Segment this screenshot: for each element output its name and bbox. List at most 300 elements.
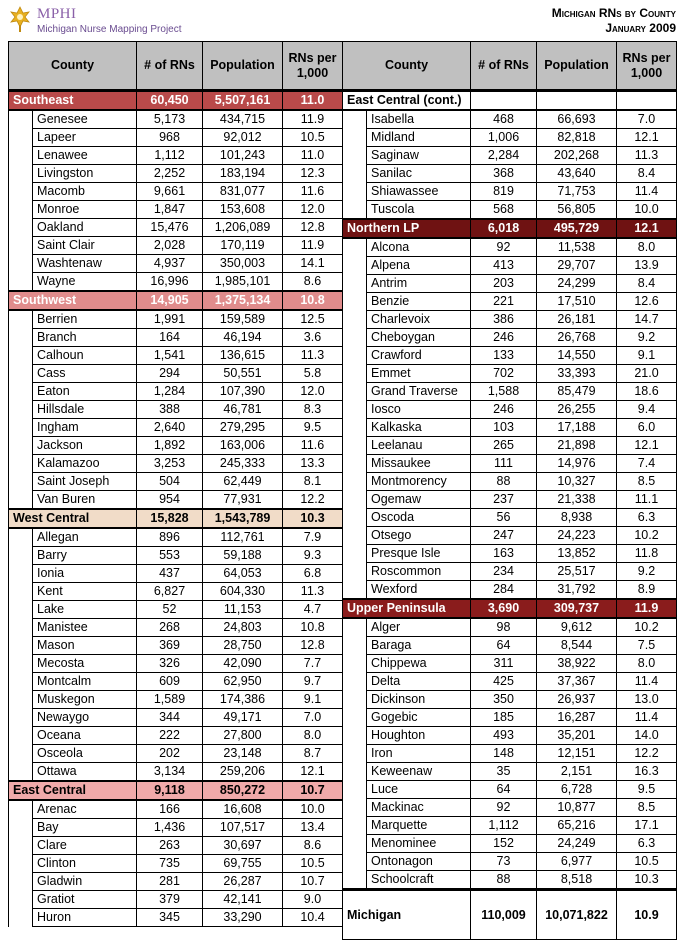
county-rns: 237 [471,491,537,509]
row-indent [343,618,367,890]
county-row [343,835,677,853]
column-header-population: Population [537,42,617,91]
county-population: 12,151 [537,745,617,763]
county-rns: 284 [471,581,537,600]
county-population: 46,194 [203,329,283,347]
county-table-right [342,41,677,940]
county-rns: 819 [471,183,537,201]
county-rns: 425 [471,673,537,691]
region-header-row [343,219,677,238]
region-per1000 [617,91,677,111]
county-population: 43,640 [537,165,617,183]
county-row [343,329,677,347]
county-row [343,311,677,329]
county-population: 170,119 [203,237,283,255]
county-row [9,219,343,237]
county-row [9,691,343,709]
county-row [343,781,677,799]
county-per1000: 16.3 [617,763,677,781]
county-name: Monroe [33,201,137,219]
county-rns: 35 [471,763,537,781]
county-row [9,619,343,637]
county-name: Luce [367,781,471,799]
county-per1000: 11.6 [283,183,343,201]
county-name: Huron [33,909,137,927]
county-row [9,419,343,437]
county-rns: 6,827 [137,583,203,601]
region-name: Southwest [9,291,137,310]
region-rns: 14,905 [137,291,203,310]
county-rns: 246 [471,401,537,419]
county-rns: 202 [137,745,203,763]
county-row [9,183,343,201]
county-population: 21,898 [537,437,617,455]
county-name: Dickinson [367,691,471,709]
county-per1000: 6.0 [617,419,677,437]
county-population: 16,608 [203,800,283,819]
county-rns: 133 [471,347,537,365]
region-name: Southeast [9,91,137,111]
column-header-rns: # of RNs [137,42,203,91]
county-name: Hillsdale [33,401,137,419]
region-population: 850,272 [203,781,283,800]
county-per1000: 14.7 [617,311,677,329]
row-indent [343,110,367,219]
county-per1000: 11.8 [617,545,677,563]
region-header-row [9,509,343,528]
county-row [343,709,677,727]
county-population: 27,800 [203,727,283,745]
county-population: 29,707 [537,257,617,275]
county-rns: 702 [471,365,537,383]
county-population: 26,768 [537,329,617,347]
county-row [343,419,677,437]
county-population: 11,538 [537,238,617,257]
county-population: 159,589 [203,310,283,329]
county-per1000: 13.3 [283,455,343,473]
county-rns: 52 [137,601,203,619]
county-rns: 92 [471,238,537,257]
county-per1000: 7.4 [617,455,677,473]
county-row [343,275,677,293]
county-per1000: 14.1 [283,255,343,273]
county-rns: 2,284 [471,147,537,165]
county-per1000: 10.0 [617,201,677,220]
county-per1000: 10.3 [617,871,677,890]
county-row [9,855,343,873]
county-population: 16,287 [537,709,617,727]
county-population: 62,449 [203,473,283,491]
county-row [9,473,343,491]
region-name: Upper Peninsula [343,599,471,618]
county-rns: 64 [471,781,537,799]
county-name: Otsego [367,527,471,545]
county-population: 28,750 [203,637,283,655]
county-population: 56,805 [537,201,617,220]
county-row [343,853,677,871]
michigan-total-row [343,890,677,940]
county-row [343,347,677,365]
county-rns: 1,112 [471,817,537,835]
county-population: 21,338 [537,491,617,509]
county-per1000: 11.6 [283,437,343,455]
region-name: East Central (cont.) [343,91,471,111]
county-row [9,310,343,329]
county-rns: 350 [471,691,537,709]
county-per1000: 10.0 [283,800,343,819]
county-name: Livingston [33,165,137,183]
county-name: Menominee [367,835,471,853]
county-per1000: 12.0 [283,201,343,219]
county-row [343,183,677,201]
county-row [9,727,343,745]
county-rns: 1,541 [137,347,203,365]
county-population: 31,792 [537,581,617,600]
county-per1000: 11.3 [617,147,677,165]
county-rns: 954 [137,491,203,510]
county-per1000: 12.3 [283,165,343,183]
county-name: Gogebic [367,709,471,727]
county-per1000: 11.1 [617,491,677,509]
county-rns: 2,640 [137,419,203,437]
region-rns [471,91,537,111]
county-name: Montcalm [33,673,137,691]
county-rns: 504 [137,473,203,491]
county-per1000: 13.4 [283,819,343,837]
county-rns: 368 [471,165,537,183]
county-rns: 185 [471,709,537,727]
county-population: 26,287 [203,873,283,891]
county-rns: 88 [471,473,537,491]
county-per1000: 8.0 [617,655,677,673]
county-rns: 3,253 [137,455,203,473]
county-per1000: 8.6 [283,837,343,855]
county-rns: 166 [137,800,203,819]
county-name: Roscommon [367,563,471,581]
column-header-per1000: RNs per 1,000 [283,42,343,91]
county-row [343,745,677,763]
county-row [343,401,677,419]
county-rns: 609 [137,673,203,691]
county-name: Alpena [367,257,471,275]
county-row [9,491,343,510]
county-population: 14,550 [537,347,617,365]
county-name: Eaton [33,383,137,401]
county-rns: 896 [137,528,203,547]
county-row [343,293,677,311]
county-name: Gratiot [33,891,137,909]
county-name: Mackinac [367,799,471,817]
region-header-row [9,91,343,111]
county-population: 8,518 [537,871,617,890]
county-per1000: 8.6 [283,273,343,292]
county-row [343,491,677,509]
county-row [9,255,343,273]
county-per1000: 12.2 [283,491,343,510]
county-per1000: 11.9 [283,237,343,255]
county-population: 46,781 [203,401,283,419]
region-per1000: 11.0 [283,91,343,111]
county-name: Missaukee [367,455,471,473]
county-rns: 64 [471,637,537,655]
county-per1000: 8.5 [617,473,677,491]
county-per1000: 7.0 [283,709,343,727]
county-name: Cass [33,365,137,383]
county-per1000: 9.7 [283,673,343,691]
county-row [9,891,343,909]
region-header-row [343,91,677,111]
county-population: 107,517 [203,819,283,837]
county-row [343,563,677,581]
county-name: Emmet [367,365,471,383]
county-name: Saginaw [367,147,471,165]
county-row [343,165,677,183]
county-per1000: 9.1 [617,347,677,365]
county-per1000: 11.4 [617,709,677,727]
county-per1000: 12.1 [617,129,677,147]
county-population: 13,852 [537,545,617,563]
county-row [9,329,343,347]
county-rns: 5,173 [137,110,203,129]
county-name: Tuscola [367,201,471,220]
county-name: Chippewa [367,655,471,673]
county-per1000: 8.0 [283,727,343,745]
row-indent [9,528,33,781]
county-row [9,347,343,365]
county-population: 42,141 [203,891,283,909]
county-population: 17,510 [537,293,617,311]
county-name: Newaygo [33,709,137,727]
county-name: Presque Isle [367,545,471,563]
region-per1000: 11.9 [617,599,677,618]
county-per1000: 9.5 [617,781,677,799]
county-population: 101,243 [203,147,283,165]
county-rns: 164 [137,329,203,347]
county-rns: 1,589 [137,691,203,709]
region-population: 309,737 [537,599,617,618]
county-row [343,257,677,275]
county-rns: 1,892 [137,437,203,455]
county-population: 604,330 [203,583,283,601]
county-row [343,799,677,817]
county-population: 65,216 [537,817,617,835]
county-per1000: 7.9 [283,528,343,547]
county-name: Ottawa [33,763,137,782]
total-name: Michigan [343,890,471,940]
county-population: 6,728 [537,781,617,799]
row-indent [9,110,33,291]
county-rns: 152 [471,835,537,853]
county-population: 24,299 [537,275,617,293]
county-per1000: 12.8 [283,219,343,237]
county-name: Keweenaw [367,763,471,781]
county-name: Branch [33,329,137,347]
county-row [9,437,343,455]
county-name: Bay [33,819,137,837]
county-rns: 265 [471,437,537,455]
county-population: 50,551 [203,365,283,383]
county-population: 35,201 [537,727,617,745]
county-rns: 735 [137,855,203,873]
county-rns: 263 [137,837,203,855]
county-population: 153,608 [203,201,283,219]
county-population: 82,818 [537,129,617,147]
county-per1000: 6.3 [617,835,677,853]
county-per1000: 8.4 [617,165,677,183]
county-name: Marquette [367,817,471,835]
county-population: 26,937 [537,691,617,709]
county-row [343,637,677,655]
county-rns: 553 [137,547,203,565]
region-header-row [9,781,343,800]
county-name: Van Buren [33,491,137,510]
county-name: Barry [33,547,137,565]
page-header [0,0,684,38]
county-name: Iosco [367,401,471,419]
county-row [343,201,677,220]
county-rns: 493 [471,727,537,745]
county-per1000: 12.6 [617,293,677,311]
county-per1000: 9.2 [617,563,677,581]
county-name: Shiawassee [367,183,471,201]
column-header-per1000: RNs per 1,000 [617,42,677,91]
county-per1000: 7.7 [283,655,343,673]
county-population: 85,479 [537,383,617,401]
county-population: 831,077 [203,183,283,201]
county-per1000: 12.1 [283,763,343,782]
column-header-county: County [343,42,471,91]
county-per1000: 21.0 [617,365,677,383]
county-population: 1,206,089 [203,219,283,237]
county-per1000: 11.9 [283,110,343,129]
county-rns: 294 [137,365,203,383]
county-per1000: 11.3 [283,347,343,365]
row-indent [343,238,367,599]
county-rns: 56 [471,509,537,527]
total-per1000: 10.9 [617,890,677,940]
county-per1000: 10.2 [617,618,677,637]
county-population: 10,327 [537,473,617,491]
county-per1000: 6.3 [617,509,677,527]
county-population: 8,938 [537,509,617,527]
county-name: Mason [33,637,137,655]
county-name: Genesee [33,110,137,129]
county-rns: 163 [471,545,537,563]
region-population: 1,543,789 [203,509,283,528]
county-name: Ontonagon [367,853,471,871]
county-population: 183,194 [203,165,283,183]
county-row [9,383,343,401]
county-row [343,527,677,545]
county-row [343,365,677,383]
county-per1000: 9.2 [617,329,677,347]
county-row [343,817,677,835]
county-population: 71,753 [537,183,617,201]
county-population: 202,268 [537,147,617,165]
county-population: 37,367 [537,673,617,691]
county-per1000: 8.3 [283,401,343,419]
county-row [343,545,677,563]
county-per1000: 11.4 [617,673,677,691]
county-rns: 246 [471,329,537,347]
county-per1000: 9.5 [283,419,343,437]
county-row [9,837,343,855]
county-rns: 1,284 [137,383,203,401]
county-name: Arenac [33,800,137,819]
county-row [343,383,677,401]
county-row [343,437,677,455]
county-name: Alcona [367,238,471,257]
left-table-panel [8,41,342,927]
county-rns: 344 [137,709,203,727]
county-per1000: 12.8 [283,637,343,655]
county-name: Cheboygan [367,329,471,347]
county-name: Clinton [33,855,137,873]
page-title: Michigan RNs by County [551,6,676,20]
county-population: 11,153 [203,601,283,619]
total-rns: 110,009 [471,890,537,940]
column-header-rns: # of RNs [471,42,537,91]
county-row [9,528,343,547]
region-population [537,91,617,111]
county-per1000: 7.5 [617,637,677,655]
county-per1000: 11.3 [283,583,343,601]
county-rns: 148 [471,745,537,763]
county-population: 279,295 [203,419,283,437]
county-rns: 568 [471,201,537,220]
county-name: Leelanau [367,437,471,455]
county-population: 33,393 [537,365,617,383]
county-table-left [8,41,343,927]
county-per1000: 8.7 [283,745,343,763]
county-row [343,727,677,745]
county-population: 8,544 [537,637,617,655]
county-population: 26,181 [537,311,617,329]
region-name: East Central [9,781,137,800]
county-per1000: 12.2 [617,745,677,763]
county-row [9,365,343,383]
region-per1000: 10.3 [283,509,343,528]
county-name: Calhoun [33,347,137,365]
region-rns: 3,690 [471,599,537,618]
county-rns: 15,476 [137,219,203,237]
county-population: 49,171 [203,709,283,727]
county-name: Macomb [33,183,137,201]
county-name: Ogemaw [367,491,471,509]
region-rns: 9,118 [137,781,203,800]
region-per1000: 10.8 [283,291,343,310]
county-per1000: 18.6 [617,383,677,401]
county-per1000: 8.4 [617,275,677,293]
county-name: Alger [367,618,471,637]
region-rns: 6,018 [471,219,537,238]
county-per1000: 9.3 [283,547,343,565]
county-per1000: 12.5 [283,310,343,329]
mphi-logo-icon [8,5,32,33]
region-rns: 60,450 [137,91,203,111]
county-row [343,655,677,673]
county-per1000: 13.9 [617,257,677,275]
county-per1000: 8.9 [617,581,677,600]
county-rns: 103 [471,419,537,437]
county-population: 24,249 [537,835,617,853]
county-name: Allegan [33,528,137,547]
county-per1000: 10.4 [283,909,343,927]
county-per1000: 8.1 [283,473,343,491]
county-row [9,745,343,763]
county-name: Mecosta [33,655,137,673]
region-per1000: 12.1 [617,219,677,238]
